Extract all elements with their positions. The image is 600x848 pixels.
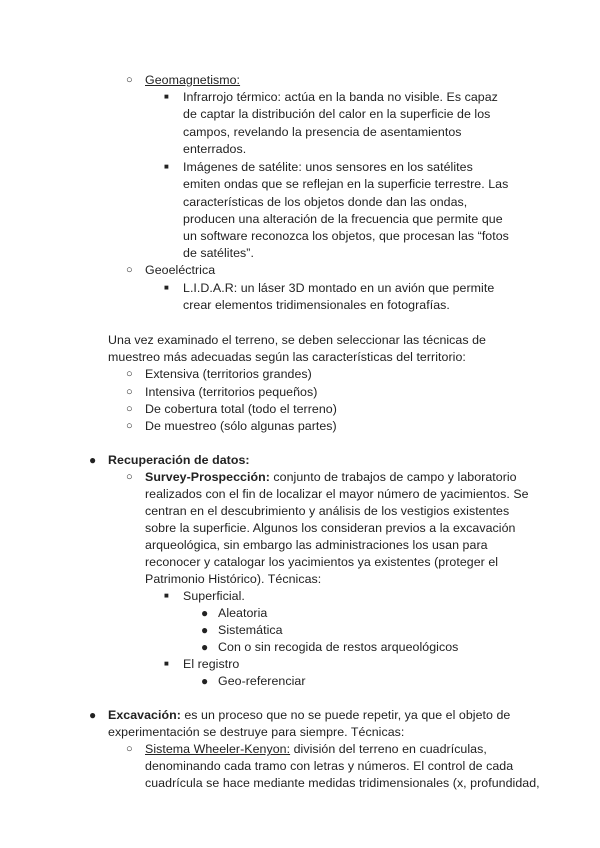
circle-bullet-icon: ○ [126, 74, 133, 86]
superficial-item-2: Sistemática [218, 623, 283, 637]
survey-line-6: reconocer y catalogar los yacimientos ya existentes (proteger el [145, 555, 499, 569]
registro-item-1: Geo-referenciar [218, 674, 306, 688]
disc-bullet-icon: ● [201, 606, 209, 620]
circle-bullet-icon: ○ [126, 743, 133, 755]
square-bullet-icon: ■ [164, 162, 169, 171]
wheeler-text: división del terreno en cuadrículas, [290, 742, 487, 756]
disc-bullet-icon: ● [201, 674, 209, 688]
square-bullet-icon: ■ [164, 659, 169, 668]
lidar-line-1: L.I.D.A.R: un láser 3D montado en un avión que permite [183, 281, 495, 295]
wheeler-line-3: cuadrícula se hace mediante medidas tridimensionales (x, profundidad, [145, 776, 540, 790]
registro-heading: El registro [183, 657, 240, 671]
geomagnetismo-heading: Geomagnetismo: [145, 73, 241, 87]
survey-line-1 [145, 469, 517, 485]
survey-line-5: arqueológica, sin embargo las administraciones los usan para [145, 538, 488, 552]
excavacion-line-1 [108, 707, 510, 723]
survey-line-4: sobre la superficie. Algunos los consideran previos a la excavación [145, 521, 516, 535]
infrarrojo-line-4: enterrados. [183, 142, 247, 156]
superficial-heading: Superficial. [183, 589, 245, 603]
disc-bullet-icon: ● [201, 623, 209, 637]
wheeler-title: Sistema Wheeler-Kenyon: [145, 742, 291, 756]
square-bullet-icon: ■ [164, 283, 169, 292]
circle-bullet-icon: ○ [126, 420, 133, 432]
muestreo-item-4: De muestreo (sólo algunas partes) [145, 419, 337, 433]
muestreo-item-3: De cobertura total (todo el terreno) [145, 402, 337, 416]
superficial-item-3: Con o sin recogida de restos arqueológicos [218, 640, 459, 654]
infrarrojo-line-1: Infrarrojo térmico: actúa en la banda no visible. Es capaz [183, 90, 498, 104]
circle-bullet-icon: ○ [126, 471, 133, 483]
superficial-item-1: Aleatoria [218, 606, 268, 620]
survey-line-2: realizados con el fin de localizar el mayor número de yacimientos. Se [145, 487, 529, 501]
disc-bullet-icon: ● [201, 640, 209, 654]
circle-bullet-icon: ○ [126, 368, 133, 380]
wheeler-line-2: denominando cada tramo con letras y números. El control de cada [145, 759, 514, 773]
disc-bullet-icon: ● [89, 453, 97, 467]
satelite-line-5: un software reconozca los objetos, que procesan las “fotos [183, 229, 509, 243]
recuperacion-heading [108, 452, 250, 468]
satelite-line-2: emiten ondas que se reflejan en la superficie terrestre. Las [183, 177, 509, 191]
circle-bullet-icon: ○ [126, 386, 133, 398]
circle-bullet-icon: ○ [126, 403, 133, 415]
muestreo-intro-line-1: Una vez examinado el terreno, se deben seleccionar las técnicas de [108, 333, 486, 347]
excavacion-title: Excavación: [108, 708, 181, 722]
survey-line-7: Patrimonio Histórico). Técnicas: [145, 572, 322, 586]
satelite-line-1: Imágenes de satélite: unos sensores en los satélites [183, 160, 473, 174]
satelite-line-6: de satélites”. [183, 246, 254, 260]
geoelectrica-heading: Geoeléctrica [145, 263, 216, 277]
excavacion-text: es un proceso que no se puede repetir, ya que el objeto de [180, 708, 511, 722]
satelite-line-4: producen una alteración de la frecuencia que permite que [183, 212, 503, 226]
lidar-line-2: crear elementos tridimensionales en fotografías. [183, 298, 450, 312]
muestreo-item-2: Intensiva (territorios pequeños) [145, 385, 318, 399]
square-bullet-icon: ■ [164, 591, 169, 600]
muestreo-intro-line-2: muestreo más adecuadas según las características del territorio: [108, 350, 466, 364]
infrarrojo-line-2: de captar la distribución del calor en la superficie de los [183, 107, 491, 121]
survey-title: Survey-Prospección: [145, 470, 270, 484]
satelite-line-3: características de los objetos donde dan las ondas, [183, 195, 468, 209]
recuperacion-title: Recuperación de datos: [108, 453, 250, 467]
wheeler-line-1 [145, 741, 487, 757]
excavacion-line-2: experimentación se destruye para siempre. Técnicas: [108, 725, 405, 739]
square-bullet-icon: ■ [164, 92, 169, 101]
survey-text: conjunto de trabajos de campo y laboratorio [269, 470, 517, 484]
disc-bullet-icon: ● [89, 708, 97, 722]
survey-line-3: centran en el descubrimiento y análisis de los vestigios existentes [145, 504, 510, 518]
muestreo-item-1: Extensiva (territorios grandes) [145, 367, 312, 381]
circle-bullet-icon: ○ [126, 264, 133, 276]
infrarrojo-line-3: campos, revelando la presencia de asentamientos [183, 125, 462, 139]
